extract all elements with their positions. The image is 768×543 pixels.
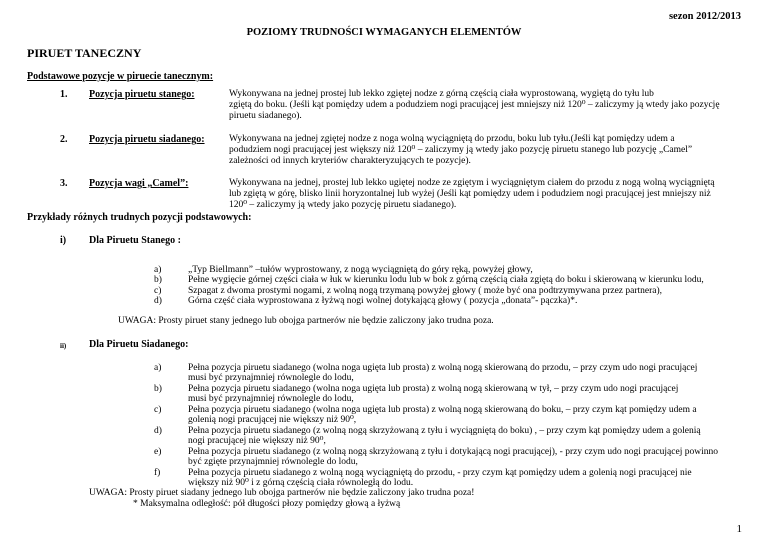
description-line: zależności od innych kryteriów charakteryzujących te pozycje). (229, 156, 471, 167)
position-label: Pozycja wagi „Camel”: (89, 178, 189, 189)
description-line: 120⁰ – zaliczymy ją wtedy jako pozycję piruetu siadanego). (229, 200, 457, 211)
item-letter: e) (154, 447, 162, 457)
item-text: nogi pracującej nie większy niż 90⁰, (188, 436, 326, 447)
item-letter: b) (154, 275, 162, 285)
item-text: Szpagat z dwoma prostymi nogami, z wolną nogą trzymaną powyżej głowy ( może być ona podtrzymywana przez partnera), (188, 286, 663, 296)
item-text: Pełna pozycja piruetu siadanego (wolna noga ugięta lub prosta) z wolną nogą skierowaną do boku, – przy czym kąt pomiędzy udem a (188, 405, 697, 415)
position-number: 2. (60, 134, 68, 145)
season-label: sezon 2012/2013 (668, 11, 741, 22)
item-letter: d) (154, 296, 162, 306)
item-text: być zgięte przynajmniej równolegle do lodu, (188, 457, 358, 468)
section-title: PIRUET TANECZNY (27, 46, 142, 60)
description-line: piruetu siadanego). (229, 111, 302, 122)
description-line: zgiętą do boku. (Jeśli kąt pomiędzy udem a podudziem nogi pracującej jest mniejszy niż 120⁰ – zaliczymy ją wtedy jako pozycję (229, 100, 720, 111)
group-marker: ii) (60, 342, 67, 350)
examples-heading: Przykłady różnych trudnych pozycji podstawowych: (27, 212, 252, 223)
item-letter: b) (154, 384, 162, 394)
basic-positions-heading: Podstawowe pozycje w piruecie tanecznym: (27, 71, 214, 82)
description-line: Wykonywana na jednej, prostej lub lekko ugiętej nodze ze zgiętym i wyciągniętym ciałem do przodu z nogą wolną wyciągniętą (229, 178, 715, 188)
position-description (229, 89, 720, 123)
footnote: * Maksymalna odległość: pół długości płozy pomiędzy głową a łyżwą (133, 499, 401, 509)
item-letter: c) (154, 405, 162, 415)
item-letter: a) (154, 265, 162, 275)
position-description (229, 178, 715, 212)
item-text: większy niż 90⁰ i z górną częścią ciała równoległą do lodu. (188, 478, 414, 489)
description-line: Wykonywana na jednej prostej lub lekko zgiętej nodze z górną częścią ciała wyprostowaną, wygiętą do tyłu lub (229, 89, 654, 99)
group-title: Dla Piruetu Siadanego: (89, 339, 189, 350)
item-text: Górna część ciała wyprostowana z łyżwą nogi wolnej dotykającą głowy ( pozycja „donata”- pączka)*. (188, 296, 578, 306)
page-number: 1 (736, 523, 742, 535)
item-text: Pełna pozycja piruetu siadanego (wolna noga ugięta lub prosta) z wolną nogą skierowaną w tył, – przy czym udo nogi pracującej (188, 384, 679, 394)
item-text: Pełna pozycja piruetu siadanego (z wolną nogą skrzyżowaną z tyłu i wyciągniętą do boku) , – przy czym kąt pomiędzy udem a golenią (188, 426, 701, 436)
note: UWAGA: Prosty piruet siadany jednego lub obojga partnerów nie będzie zaliczony jako trudna poza! (89, 488, 475, 498)
item-text: Pełna pozycja piruetu siadanego (z wolną nogą skrzyżowaną z tyłu i dotykającą nogi pracującej), - przy czym udo nogi pracującej powinno (188, 447, 718, 457)
group-marker: i) (60, 235, 67, 246)
description-line: podudziem nogi pracującej jest większy niż 120⁰ – zaliczymy ją wtedy jako pozycję piruetu stanego lub pozycję „Camel” (229, 145, 693, 156)
document-title: POZIOMY TRUDNOŚCI WYMAGANYCH ELEMENTÓW (246, 27, 522, 38)
item-letter: a) (154, 363, 162, 373)
position-label: Pozycja piruetu siadanego: (89, 134, 205, 145)
item-letter: c) (154, 286, 162, 296)
item-text: golenią nogi pracującej nie większy niż 90⁰, (188, 415, 357, 426)
description-line: lub zgiętą w górę, blisko linii horyzontalnej lub wyżej (Jeśli kąt pomiędzy udem i podudziem nogi pracującej jest mniejszy niż (229, 189, 711, 200)
item-text: Pełne wygięcie górnej części ciała w łuk w kierunku lodu lub w bok z górną częścią ciała zgiętą do boku i skierowaną w kierunku lodu, (188, 275, 704, 285)
description-line: Wykonywana na jednej zgiętej nodze z noga wolną wyciągniętą do przodu, boku lub tyłu.(Jeśli kąt pomiędzy udem a (229, 134, 675, 144)
position-number: 1. (60, 89, 68, 100)
item-letter: f) (154, 468, 161, 478)
group-title: Dla Piruetu Stanego : (89, 235, 181, 246)
item-text: Pełna pozycja piruetu siadanego z wolną nogą wyciągniętą do przodu, - przy czym kąt pomiędzy udem a golenią nogi pracującej nie (188, 468, 692, 478)
item-text: „Typ Biellmann” –tułów wyprostowany, z nogą wyciągniętą do góry ręką, powyżej głowy, (188, 265, 533, 275)
note: UWAGA: Prosty piruet stany jednego lub obojga partnerów nie będzie zaliczony jako trudna poza. (118, 316, 494, 326)
item-letter: d) (154, 426, 162, 436)
item-text: musi być przynajmniej równolegle do lodu, (188, 373, 354, 384)
position-label: Pozycja piruetu stanego: (89, 89, 195, 100)
position-description (229, 134, 692, 168)
item-text: musi być przynajmniej równolegle do lodu, (188, 394, 354, 405)
item-text: Pełna pozycja piruetu siadanego (wolna noga ugięta lub prosta) z wolną nogą skierowaną do przodu, – przy czym udo nogi pracującej (188, 363, 698, 373)
position-number: 3. (60, 178, 68, 189)
